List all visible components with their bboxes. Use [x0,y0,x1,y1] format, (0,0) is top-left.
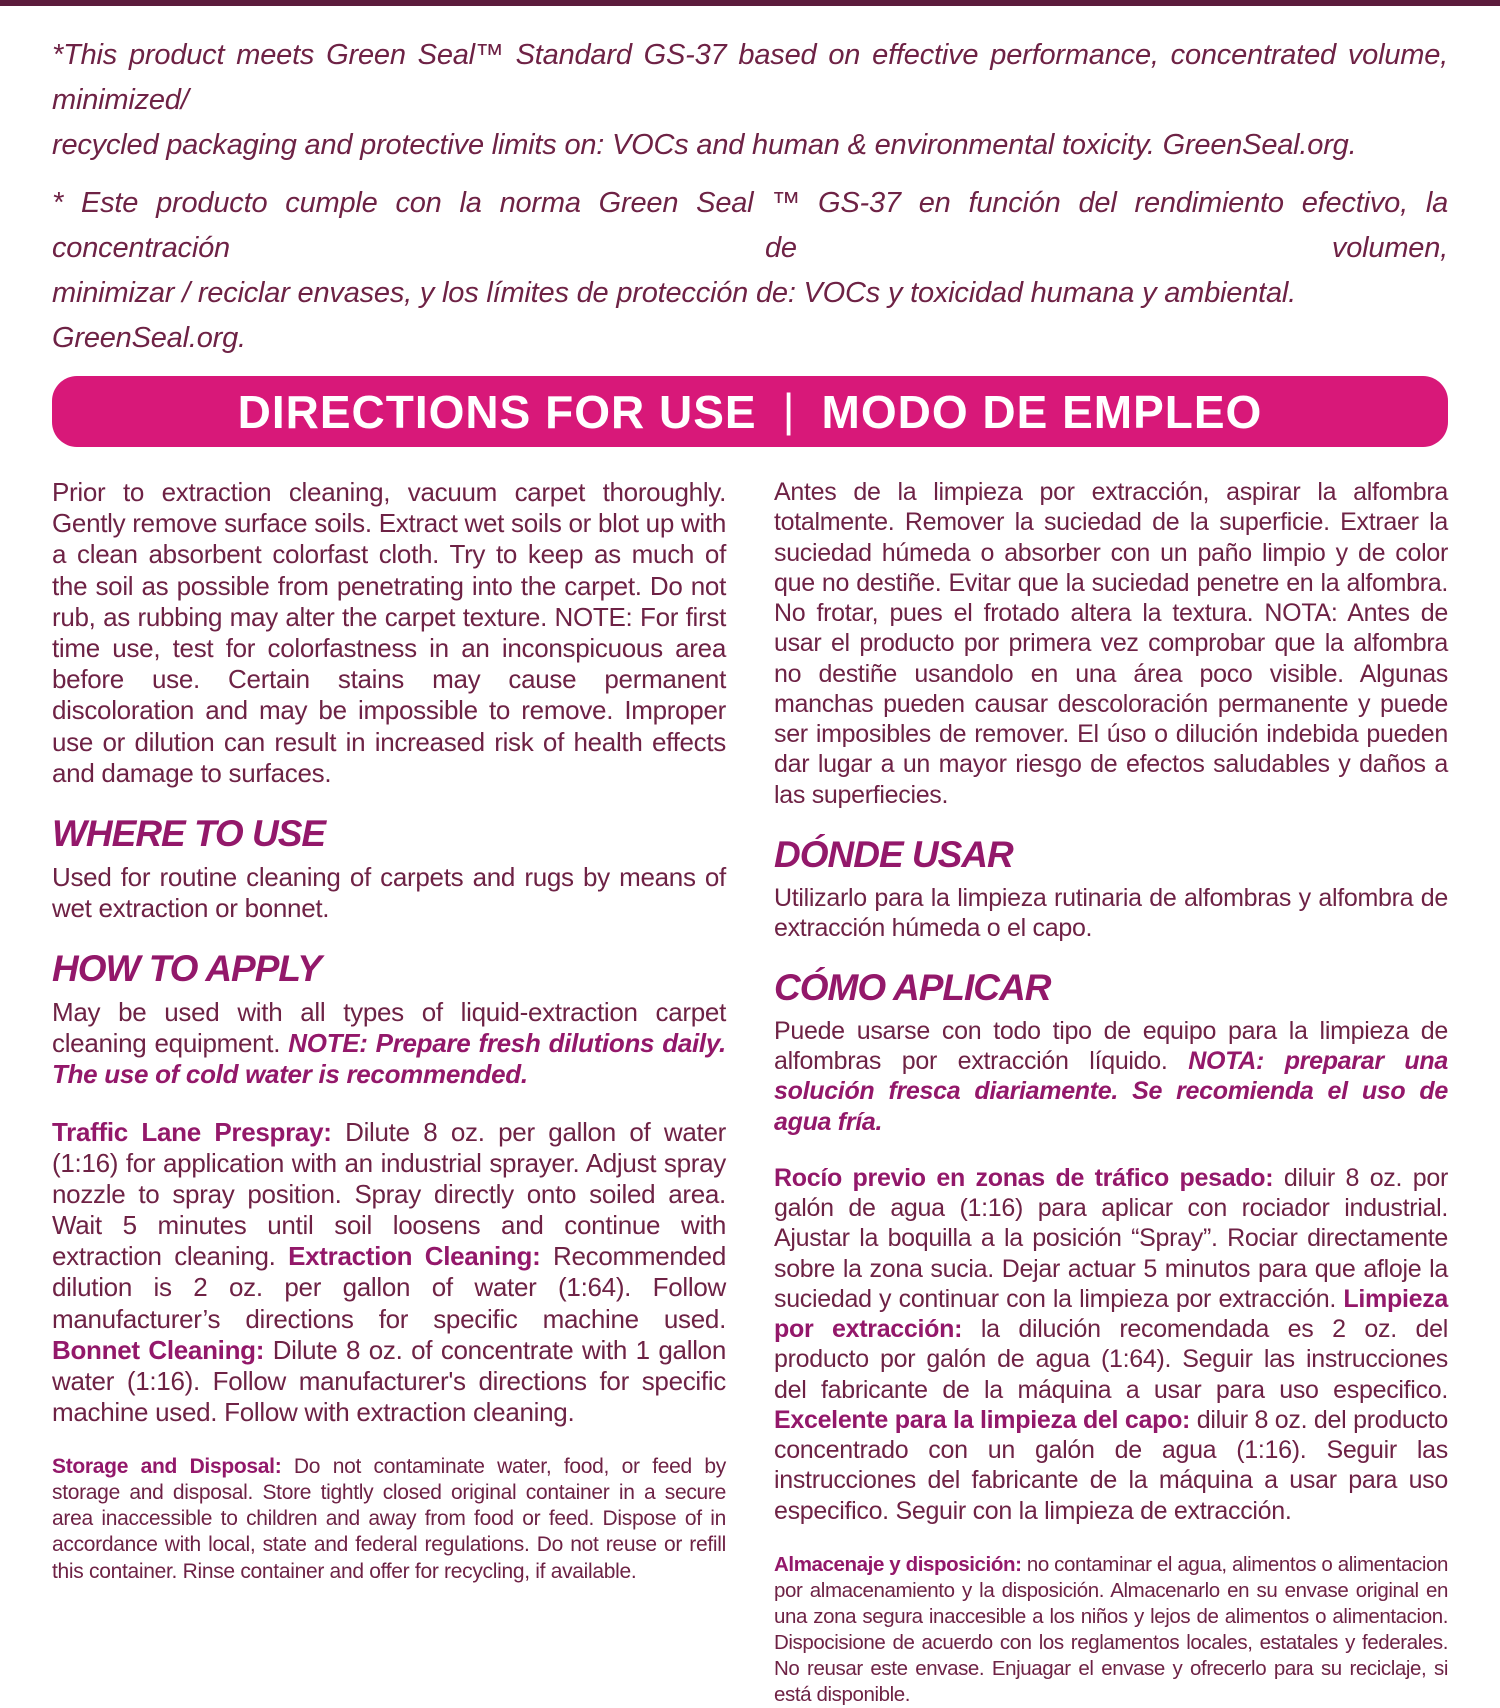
intro-paragraph-es: Antes de la limpieza por extracción, aspirar la alfombra totalmente. Remover la suciedad de la superficie. Extraer la suciedad húmeda o absorber con un paño limpio y de color que no destiñe. Evitar que la suciedad penetre en la alfombra. No frotar, pues el frotado altera la textura. NOTA: Antes de usar el producto por primera vez comprobar que la alfombra no destiñe usandolo en una área poco visible. Algunas manchas pueden causar descoloración permanente y puede ser imposibles de remover. El úso o dilución indebida pueden dar lugar a un mayor riesgo de efectos saludables y daños a las superfiecies. [774,478,1448,809]
column-spanish [774,477,1448,1708]
banner-title-es: MODO DE EMPLEO [821,385,1263,438]
almacenaje-paragraph: Almacenaje y disposición: no contaminar el agua, alimentos o alimentacion por almacenamiento y la disposición. Almacenarlo en su envase original en una zona segura inaccesible a los niños y lejos de alimentos o alimentacion. Dispocisione de acuerdo con los reglamentos locales, estatales y federales. No reusar este envase. Enjuagar el envase y ofrecerlo para su reciclaje, si está disponible. [774,1552,1448,1707]
intro-paragraph-en: Prior to extraction cleaning, vacuum carpet thoroughly. Gently remove surface soils. Extract wet soils or blot up with a clean absorbent colorfast cloth. Try to keep as much of the soil as possible from penetrating into the carpet. Do not rub, as rubbing may alter the carpet texture. NOTE: For first time use, test for colorfastness in an inconspicuous area before use. Certain stains may cause permanent discoloration and may be impossible to remove. Improper use or dilution can result in increased risk of health effects and damage to surfaces. [52,477,726,788]
section-heading-como-aplicar: CÓMO APLICAR [774,967,1051,1009]
disclaimer-en-line1: *This product meets Green Seal™ Standard GS-37 based on effective performance, concentrated volume, minimized/ [52,39,1448,116]
como-aplicar-body: Puede usarse con todo tipo de equipo para la limpieza de alfombras por extracción líquido. NOTA: preparar una solución fresca diariamente. Se recomienda el uso de agua fría. [774,1016,1448,1136]
top-accent-bar [0,0,1500,6]
directions-columns [52,477,1448,1708]
disclaimer-en [52,33,1448,168]
banner-separator: | [782,383,796,436]
disclaimer-en-line2: recycled packaging and protective limits on: VOCs and human & environmental toxicity. GreenSeal.org. [52,129,1357,161]
disclaimer-es-line2: minimizar / reciclar envases, y los límites de protección de: VOCs y toxicidad humana y ambiental. GreenSeal.org. [52,277,1297,354]
section-heading-where-to-use: WHERE TO USE [52,812,326,854]
directions-banner [52,376,1448,447]
section-heading-donde-usar: DÓNDE USAR [774,833,1013,875]
column-english [52,477,726,1708]
disclaimer-es [52,181,1448,361]
where-to-use-body: Used for routine cleaning of carpets and rugs by means of wet extraction or bonnet. [52,861,726,923]
rocio-previo-paragraph: Rocío previo en zonas de tráfico pesado: diluir 8 oz. por galón de agua (1:16) para aplicar con rociador industrial. Ajustar la boquilla a la posición “Spray”. Rociar directamente sobre la zona sucia. Dejar actuar 5 minutos para que afloje la suciedad y continuar con la limpieza por extracción. Limpieza por extracción: la dilución recomendada es 2 oz. del producto por galón de agua (1:64). Seguir las instrucciones del fabricante de la máquina a usar para uso especifico. Excelente para la limpieza del capo: diluir 8 oz. del producto concentrado con un galón de agua (1:16). Seguir las instrucciones del fabricante de la máquina a usar para uso especifico. Seguir con la limpieza de extracción. [774,1163,1448,1525]
traffic-lane-prespray-paragraph: Traffic Lane Prespray: Dilute 8 oz. per gallon of water (1:16) for application with an industrial sprayer. Adjust spray nozzle to spray position. Spray directly onto soiled area. Wait 5 minutes until soil loosens and continue with extraction cleaning. Extraction Cleaning: Recommended dilution is 2 oz. per gallon of water (1:64). Follow manufacturer’s directions for specific machine used. Bonnet Cleaning: Dilute 8 oz. of concentrate with 1 gallon water (1:16). Follow manufacturer's directions for specific machine used. Follow with extraction cleaning. [52,1116,726,1428]
label-content [0,33,1500,1708]
green-seal-disclaimers [52,33,1448,361]
storage-and-disposal-paragraph: Storage and Disposal: Do not contaminate water, food, or feed by storage and disposal. Store tightly closed original container in a secure area inaccessible to children and away from food or feed. Dispose of in accordance with local, state and federal regulations. Do not reuse or refill this container. Rinse container and offer for recycling, if available. [52,1455,726,1583]
how-to-apply-body: May be used with all types of liquid-extraction carpet cleaning equipment. NOTE: Prepare fresh dilutions daily. The use of cold water is recommended. [52,996,726,1090]
donde-usar-body: Utilizarlo para la limpieza rutinaria de alfombras y alfombra de extracción húmeda o el capo. [774,883,1448,942]
section-heading-how-to-apply: HOW TO APPLY [52,948,321,990]
disclaimer-es-line1: * Este producto cumple con la norma Green Seal ™ GS-37 en función del rendimiento efectivo, la concentración de volumen, [52,187,1448,264]
banner-title-en: DIRECTIONS FOR USE [237,385,757,438]
